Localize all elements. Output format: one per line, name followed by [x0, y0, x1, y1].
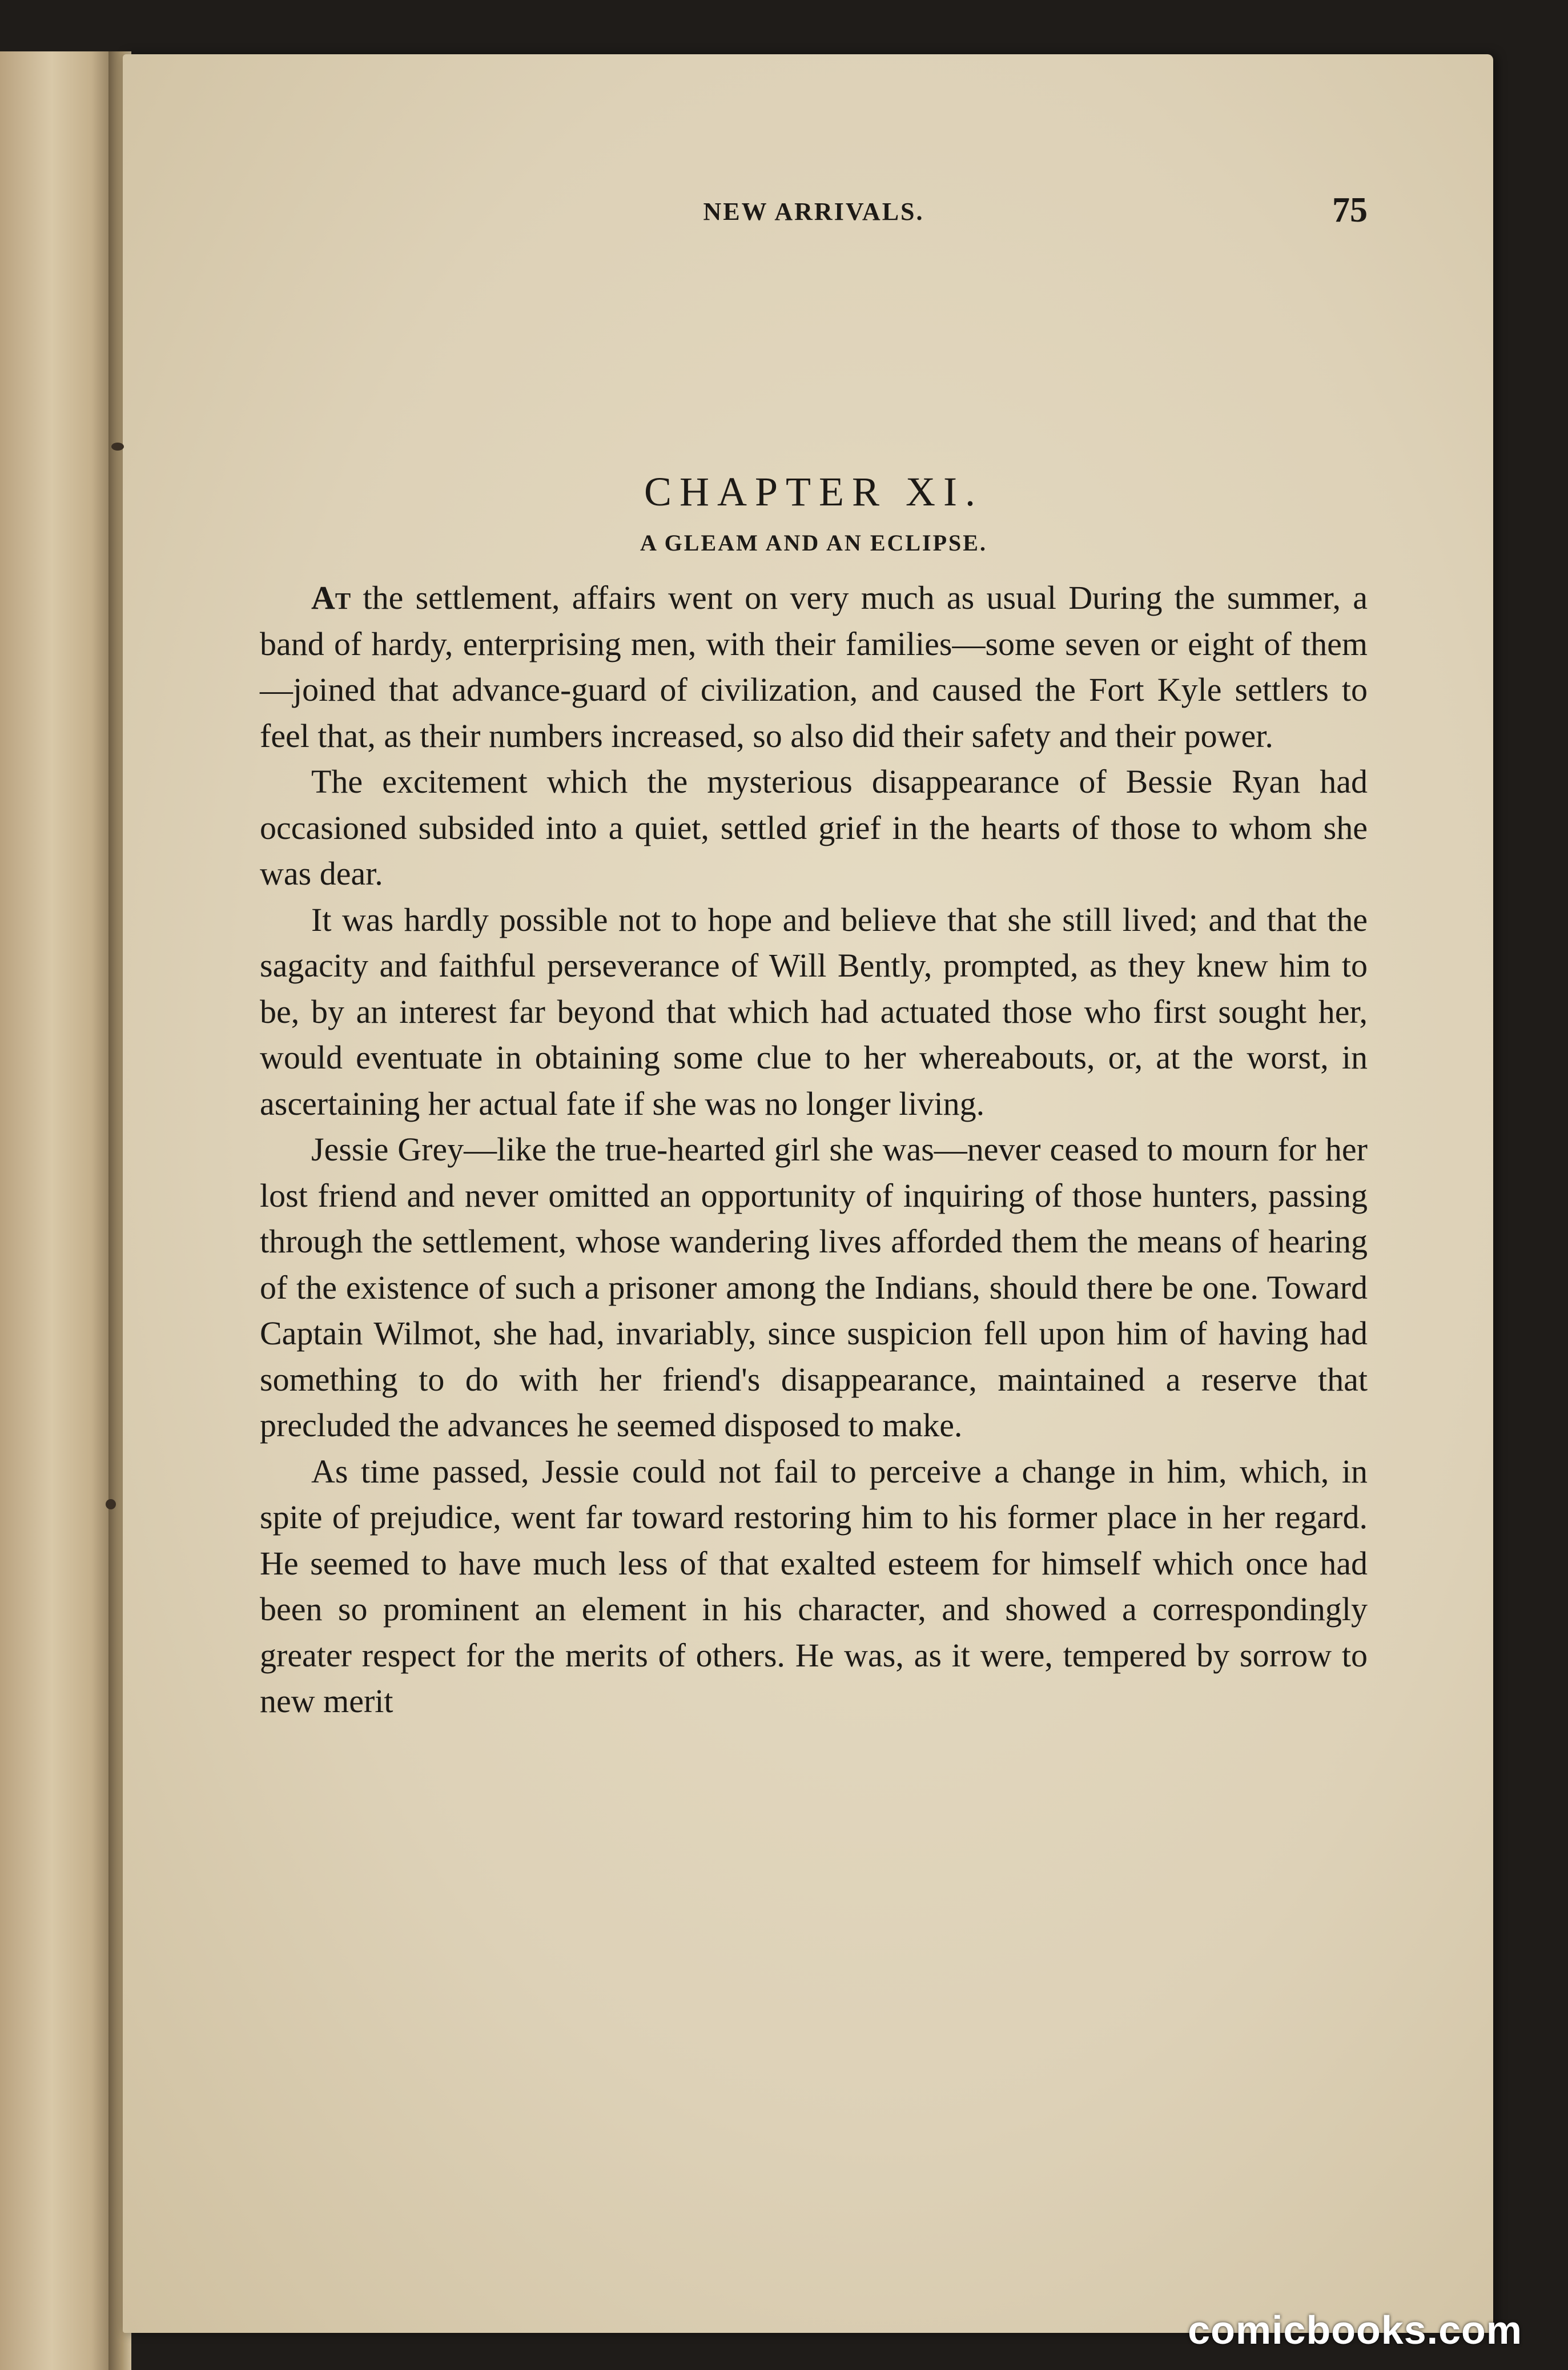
paragraph [260, 1449, 1368, 1725]
facing-page-edge [0, 51, 114, 2370]
paragraph-text: As time passed, Jessie could not fail to perceive a change in him, which, in spite of prejudice, went far toward restoring him to his former place in her regard. He seemed to have much less of that exalted esteem for himself which once had been so prominent an element in his character, and showed a correspondingly greater respect for the merits of others. He was, as it were, tempered by sorrow to new merit [260, 1452, 1368, 1720]
site-watermark: comicbooks.com [1188, 2308, 1522, 2352]
running-title: NEW ARRIVALS. [703, 198, 924, 226]
paragraph-text: the settlement, affairs went on very much as usual During the summer, a band of hardy, enterprising men, with their families—some seven or eight of them—joined that advance-guard of civilization, and caused the Fort Kyle settlers to feel that, as their numbers increased, so also did their safety and their power. [260, 579, 1368, 754]
chapter-title: CHAPTER XI. [644, 469, 983, 515]
chapter-body [260, 575, 1368, 1725]
paragraph [260, 897, 1368, 1127]
page-text-block [260, 186, 1368, 1725]
paragraph [260, 759, 1368, 897]
paragraph [260, 1127, 1368, 1449]
paragraph-text: It was hardly possible not to hope and believe that she still lived; and that the sagacity and faithful perseverance of Will Bently, prompted, as they knew him to be, by an interest far beyond that which had actuated those who first sought her, would eventuate in obtaining some clue to her whereabouts, or, at the worst, in ascertaining her actual fate if she was no longer living. [260, 901, 1368, 1122]
paragraph-lead-word: At [311, 579, 351, 616]
paragraph-text: Jessie Grey—like the true-hearted girl she was—never ceased to mourn for her lost friend and never omitted an opportunity of inquiring of those hunters, passing through the settlement, whose wandering lives afforded them the means of hearing of the existence of such a prisoner among the Indians, should there be one. Toward Captain Wilmot, she had, invariably, since suspicion fell upon him of having had something to do with her friend's disappearance, maintained a reserve that precluded the advances he seemed disposed to make. [260, 1131, 1368, 1444]
paper-speck [106, 1499, 116, 1509]
paragraph-text: The excitement which the mysterious disappearance of Bessie Ryan had occasioned subsided into a quiet, settled grief in the hearts of those to whom she was dear. [260, 763, 1368, 892]
paragraph [260, 575, 1368, 759]
chapter-subtitle: A GLEAM AND AN ECLIPSE. [640, 530, 987, 556]
page-header [260, 186, 1368, 254]
paper-speck [111, 443, 124, 451]
page-number: 75 [1332, 191, 1368, 230]
book-page [123, 54, 1493, 2333]
